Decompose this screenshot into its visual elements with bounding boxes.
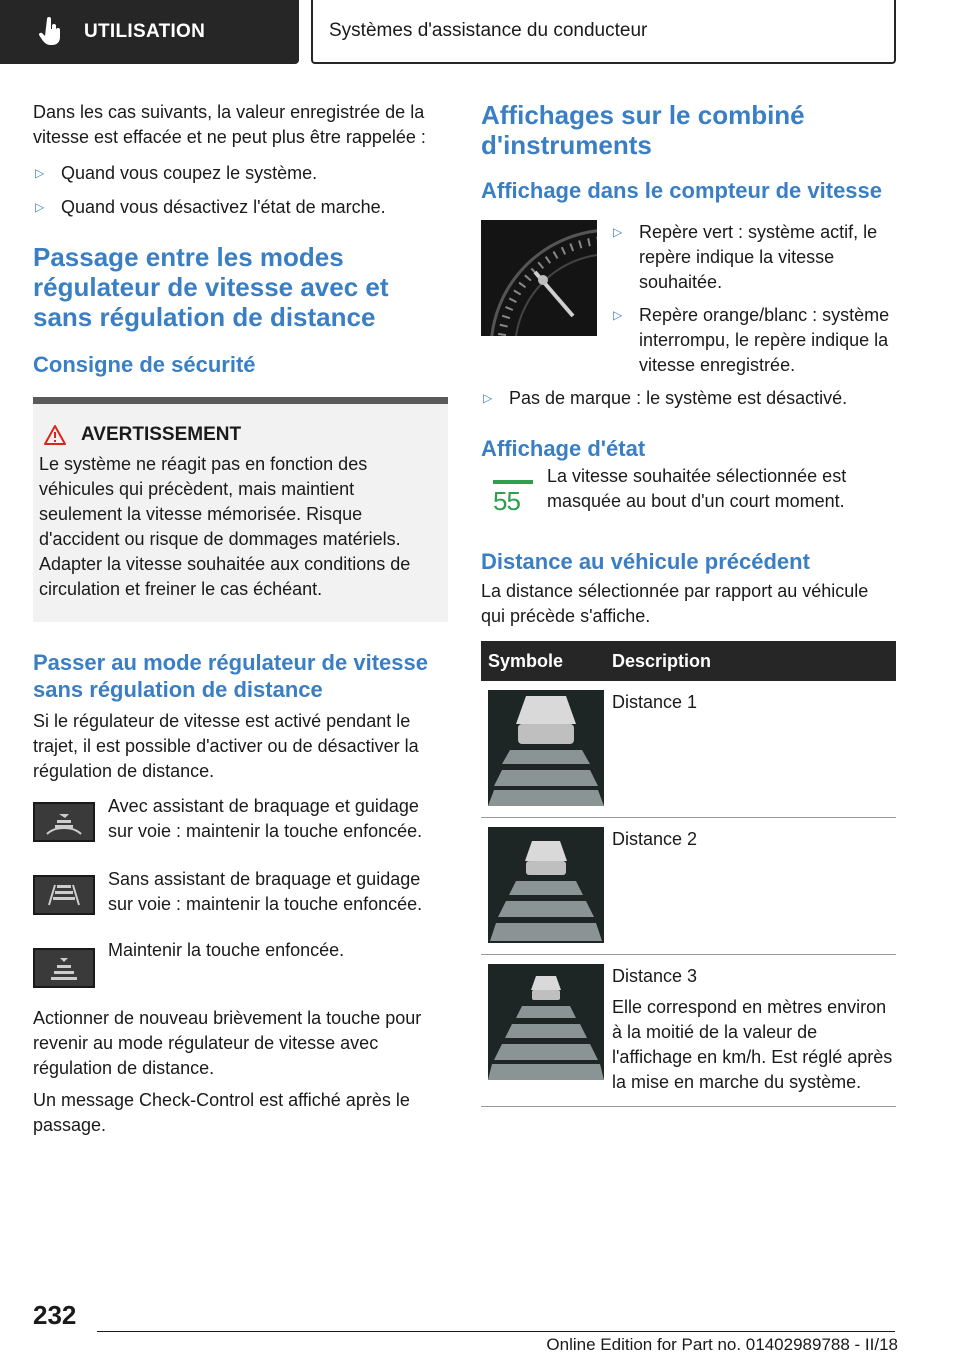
page-header — [0, 0, 960, 66]
section-title: UTILISATION — [84, 21, 206, 42]
speedometer-image — [481, 220, 597, 336]
warning-box — [33, 397, 448, 622]
triangle-bullet-icon: ▷ — [35, 200, 45, 214]
back-paragraph: Actionner de nouveau brièvement la touche pour revenir au mode régulateur de vitesse avec régulation de distance. — [33, 1008, 422, 1078]
chapter-title: Systèmes d'assistance du conducteur — [329, 20, 648, 41]
column-header-symbol: Symbole — [481, 641, 604, 681]
table-row — [481, 681, 896, 818]
distance-description: Elle correspond en mètres environ à la moitié de la valeur de l'affichage en km/h. Est réglé après la mise en marche du système. — [612, 997, 893, 1092]
distance-1-image — [488, 690, 604, 806]
triangle-bullet-icon: ▷ — [35, 166, 45, 180]
hand-pointer-icon — [38, 17, 64, 47]
icon-row: Maintenir la touche enfoncée. — [33, 940, 448, 988]
speed-status-icon: 55 — [481, 464, 547, 524]
list-item: ▷ Quand vous désactivez l'état de marche. — [33, 195, 448, 220]
status-text: La vitesse souhaitée sélectionnée est masquée au bout d'un court moment. — [547, 466, 847, 511]
warning-triangle-icon — [43, 424, 67, 446]
warning-text: Le système ne réagit pas en fonction des véhicules qui précèdent, mais maintient seulement la vitesse mémorisée. Risque d'accident ou risque de dommages matériels. Adapter la vitesse souhaitée aux conditions de circulation et freiner le cas échéant. — [39, 454, 411, 599]
switch-paragraph: Si le régulateur de vitesse est activé pendant le trajet, il est possible d'activer ou de désactiver la régulation de distance. — [33, 711, 419, 781]
chapter-tab — [311, 0, 896, 64]
subsection-heading: Affichage d'état — [481, 436, 646, 461]
subsection-heading: Passer au mode régulateur de vitesse sans régulation de distance — [33, 650, 428, 702]
distance-button-icon — [33, 875, 95, 915]
section-tab — [0, 0, 299, 64]
subsection-heading: Distance au véhicule précédent — [481, 549, 810, 574]
triangle-bullet-icon: ▷ — [483, 391, 493, 405]
triangle-bullet-icon: ▷ — [613, 225, 623, 239]
footer-divider — [97, 1331, 895, 1332]
table-row — [481, 818, 896, 955]
section-heading: Passage entre les modes régulateur de vitesse avec et sans régulation de distance — [33, 242, 389, 332]
list-item: ▷ Repère vert : système actif, le repère indique la vitesse souhaitée. — [611, 220, 896, 295]
section-heading: Affichages sur le combiné d'instruments — [481, 100, 805, 160]
subsection-heading: Consigne de sécurité — [33, 352, 256, 377]
status-row — [481, 464, 896, 524]
intro-paragraph: Dans les cas suivants, la valeur enregistrée de la vitesse est effacée et ne peut plus être rappelée : — [33, 102, 426, 147]
table-row — [481, 955, 896, 1107]
icon-row: Avec assistant de braquage et guidage sur voie : maintenir la touche enfoncée. — [33, 794, 448, 844]
distance-3-image — [488, 964, 604, 1080]
table-header-row — [481, 641, 896, 681]
message-paragraph: Un message Check-Control est affiché après le passage. — [33, 1090, 410, 1135]
distance-paragraph: La distance sélectionnée par rapport au véhicule qui précède s'affiche. — [481, 581, 869, 626]
page-number: 232 — [33, 1300, 77, 1330]
list-item: ▷ Quand vous coupez le système. — [33, 161, 448, 186]
triangle-bullet-icon: ▷ — [613, 308, 623, 322]
edition-text: Online Edition for Part no. 01402989788 - II/18 — [546, 1335, 898, 1354]
distance-label: Distance 1 — [612, 692, 698, 712]
right-column — [481, 100, 896, 1107]
list-item: ▷ Pas de marque : le système est désactivé. — [481, 386, 896, 411]
list-item: ▷ Repère orange/blanc : système interrompu, le repère indique la vitesse enregistrée. — [611, 303, 896, 378]
subsection-heading: Affichage dans le compteur de vitesse — [481, 178, 883, 203]
warning-title: AVERTISSEMENT — [81, 424, 242, 445]
distance-symbol-table — [481, 641, 896, 1107]
speedometer-row — [481, 220, 896, 378]
distance-label: Distance 2 — [612, 829, 698, 849]
distance-2-image — [488, 827, 604, 943]
distance-bars-button-icon — [33, 948, 95, 988]
icon-row: Sans assistant de braquage et guidage sur voie : maintenir la touche enfoncée. — [33, 867, 448, 917]
column-header-description: Description — [604, 641, 896, 681]
distance-label: Distance 3 — [612, 966, 698, 986]
lane-assist-button-icon — [33, 802, 95, 842]
left-column — [33, 100, 448, 1138]
